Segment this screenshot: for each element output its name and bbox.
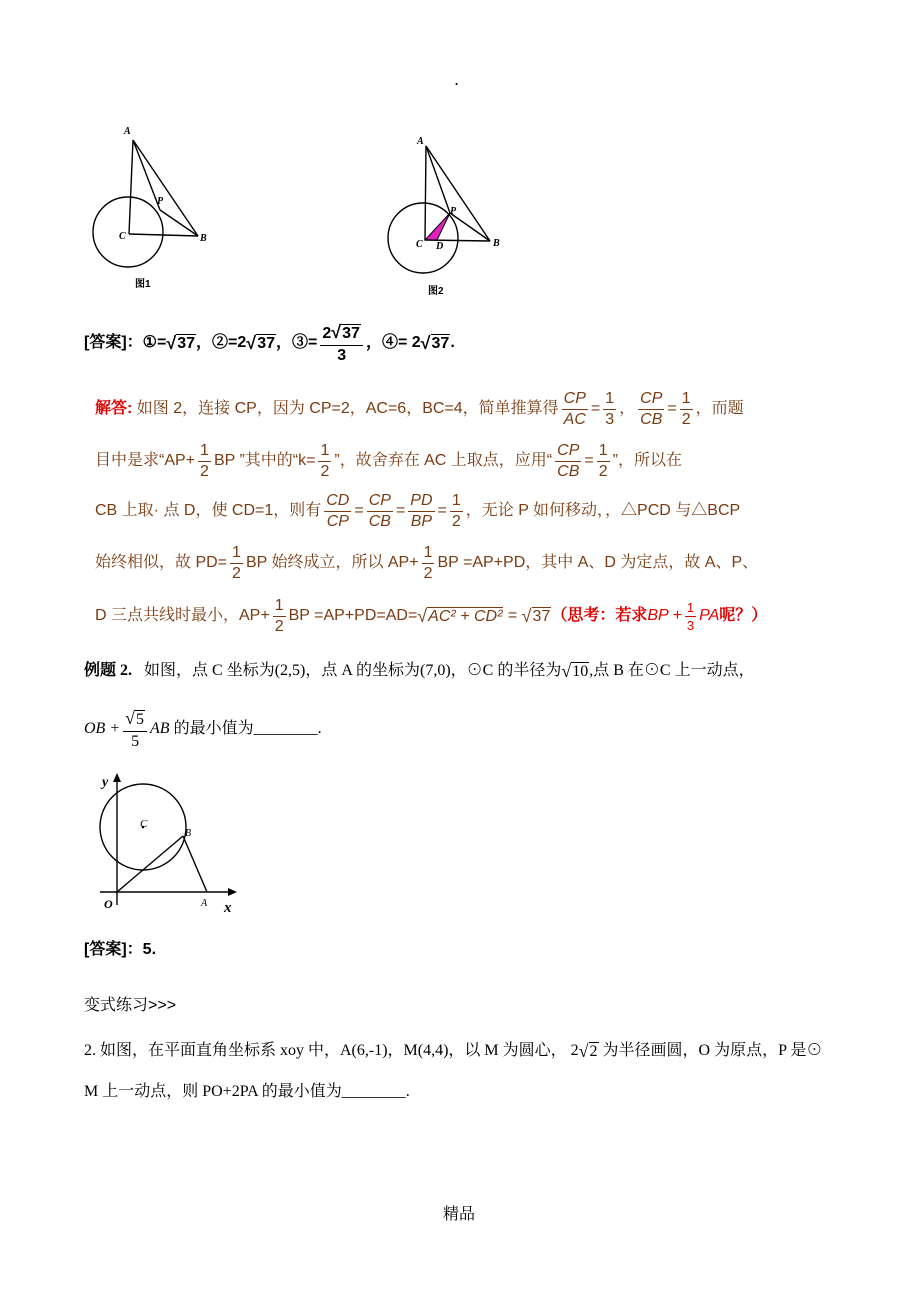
x-axis-arrow <box>228 888 237 896</box>
fig1-line-CB <box>129 234 198 236</box>
label-B: B <box>185 828 192 839</box>
fig2-circle <box>388 203 458 273</box>
solution-line-5: D 三点共线时最小，AP+ $\frac{1}{2}$ BP =AP+PD=AD= √ AC² + CD² = √ 37 （思考：若求 BP + $\frac{1}{3}$ PA 呢？） <box>95 596 768 635</box>
fig1-caption: 图1 <box>135 279 151 290</box>
solution-line-2: 目中是求“AP+ $\frac{1}{2}$ BP ”其中的“k= $\frac{1}{2}$ ”，故舍弃在 AC 上取点，应用“ $\frac{CP}{CB}$ = $\frac{1}{2}$ ”，所以在 <box>95 441 682 480</box>
think-prompt: （思考：若求 <box>551 607 648 624</box>
header-dot: . <box>454 70 460 89</box>
example2-line-2: OB + $\frac{√5}{5}$ AB 的最小值为________. <box>84 707 322 750</box>
label-y: y <box>102 775 109 790</box>
fig1-circle <box>93 197 163 267</box>
footer-label: 精品 <box>443 1206 476 1223</box>
figure-2 <box>380 130 510 280</box>
fig1-label-A: A <box>124 126 131 137</box>
fig2-label-D: D <box>436 241 444 252</box>
fig1-line-PB <box>160 210 198 236</box>
fig2-label-C: C <box>416 239 423 250</box>
label-C: C <box>140 818 148 830</box>
figure-1 <box>90 120 220 280</box>
label-A: A <box>201 898 208 909</box>
fig1-label-C: C <box>119 231 126 242</box>
fig2-line-AC <box>425 146 426 240</box>
fig2-label-A: A <box>417 136 424 147</box>
line-BA <box>183 836 207 892</box>
label-x: x <box>224 900 232 916</box>
practice-heading: 变式练习>>> <box>84 997 177 1014</box>
answer-2-label: [答案]： <box>84 941 143 958</box>
solution-line-3: CB 上取· 点 D，使 CD=1，则有 $\frac{CD}{CP}$ = $\frac{CP}{CB}$ = $\frac{PD}{BP}$ = $\frac{1}{2}$ ，无论 P 如何移动，，△PCD 与△BCP <box>95 491 741 530</box>
answer-1: [答案]： ①= √ 37 ，②=2 √ 37 ，③= $\frac{2√37}{3}$ ，④= 2 √ 37 . <box>84 321 455 364</box>
solution-line-1: 解答: 如图 2，连接 CP，因为 CP=2，AC=6，BC=4，简单推算得 $\frac{CP}{AC}$ = $\frac{1}{3}$ ， $\frac{CP}{CB}$ = $\frac{1}{2}$ ，而题 <box>95 389 744 428</box>
fig2-label-P: P <box>450 206 457 217</box>
solution-lead: 解答: <box>95 400 133 417</box>
label-O: O <box>104 897 113 911</box>
fig1-line-AB <box>133 140 198 236</box>
example2-line-1: 例题 2. 如图，点 C 坐标为(2,5)，点 A 的坐标为(7,0)，⊙C 的半径为 √ 10 ,点 B 在⊙C 上一动点， <box>84 661 755 681</box>
fig1-line-AC <box>129 140 133 234</box>
example2-title: 例题 2. <box>84 662 133 679</box>
practice-line-2: M 上一动点，则 PO+2PA 的最小值为________. <box>84 1083 410 1100</box>
fig1-label-P: P <box>157 196 164 207</box>
line-OB <box>117 836 183 892</box>
answer-2 <box>84 938 156 962</box>
fig2-triangle-PCD <box>425 213 450 240</box>
practice-line-1: 2. 如图，在平面直角坐标系 xoy 中，A(6,-1)，M(4,4)，以 M 为圆心， 2 √ 2 为半径画圆，O 为原点，P 是⊙ <box>84 1041 823 1061</box>
answer-1-label: [答案]： <box>84 334 143 351</box>
fig2-line-CB <box>425 240 490 241</box>
y-axis-arrow <box>113 773 121 782</box>
example2-figure <box>90 770 250 920</box>
answer-2-value: 5. <box>142 941 157 958</box>
fig2-caption: 图2 <box>428 286 444 297</box>
fig1-label-B: B <box>200 233 207 244</box>
fig2-line-AB <box>426 146 490 241</box>
solution-line-4: 始终相似，故 PD= $\frac{1}{2}$ BP 始终成立，所以 AP+ $\frac{1}{2}$ BP =AP+PD，其中 A、D 为定点，故 A、P、 <box>95 543 759 582</box>
fig2-label-B: B <box>493 238 500 249</box>
